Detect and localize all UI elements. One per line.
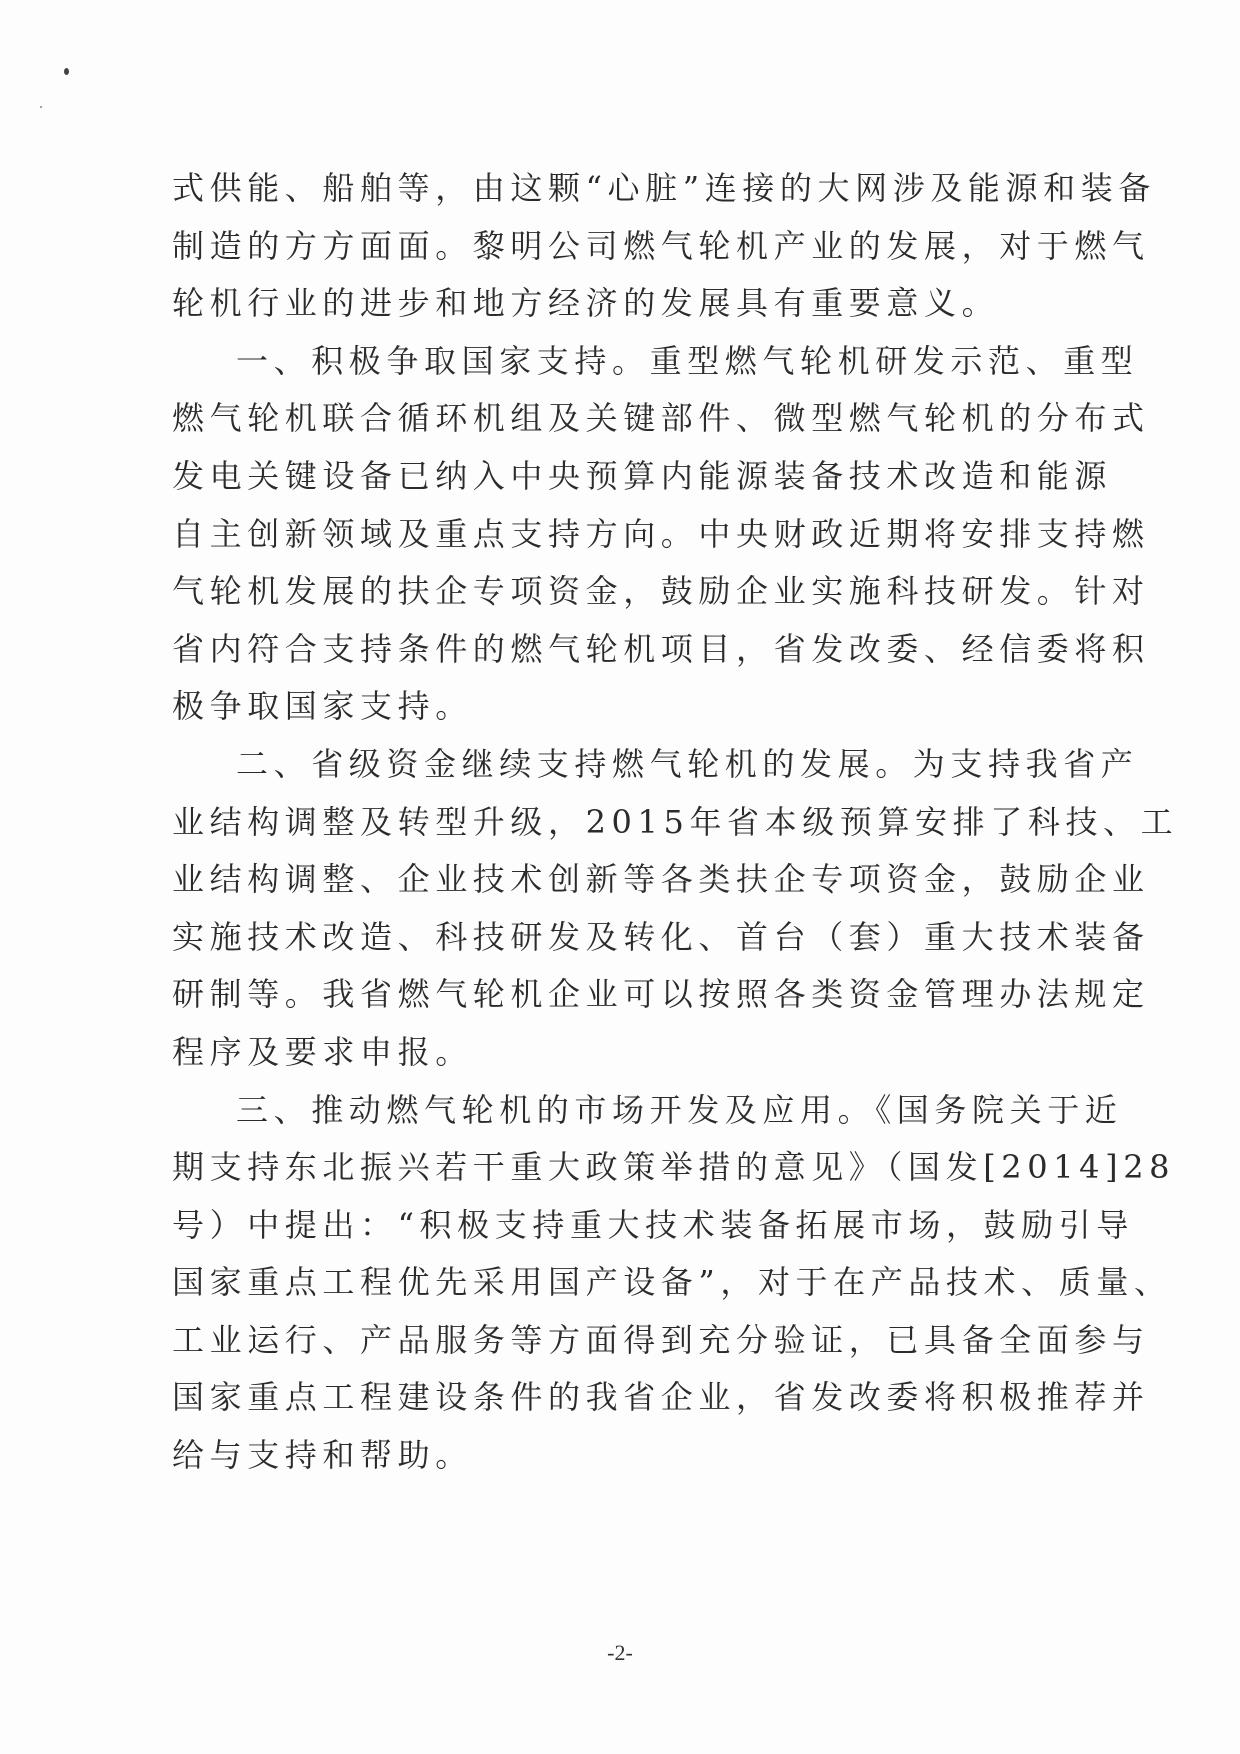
text-line: 省内符合支持条件的燃气轮机项目，省发改委、经信委将积 (172, 629, 1150, 668)
text-line: 式供能、船舶等，由这颗“心脏”连接的大网涉及能源和装备 (172, 169, 1156, 207)
text-line: 实施技术改造、科技研发及转化、首台（套）重大技术装备 (172, 917, 1150, 956)
text-line: 程序及要求申报。 (172, 1032, 473, 1071)
page-number: -2- (607, 1640, 633, 1665)
text-line: 自主创新领域及重点支持方向。中央财政近期将安排支持燃 (172, 514, 1150, 553)
text-line: 给与支持和帮助。 (172, 1436, 473, 1475)
text-line: 制造的方方面面。黎明公司燃气轮机产业的发展，对于燃气 (172, 226, 1150, 265)
text-line: 燃气轮机联合循环机组及关键部件、微型燃气轮机的分布式 (172, 399, 1150, 438)
text-line: 国家重点工程优先采用国产设备”，对于在产品技术、质量、 (172, 1263, 1172, 1302)
text-line: 业结构调整、企业技术创新等各类扶企专项资金，鼓励企业 (172, 860, 1150, 899)
text-line: 发电关键设备已纳入中央预算内能源装备技术改造和能源 (172, 456, 1113, 495)
text-line: 轮机行业的进步和地方经济的发展具有重要意义。 (172, 284, 1000, 323)
text-line: 二、省级资金继续支持燃气轮机的发展。为支持我省产 (236, 744, 1139, 783)
text-line: 三、推动燃气轮机的市场开发及应用。《国务院关于近 (236, 1090, 1123, 1129)
text-line: 期支持东北振兴若干重大政策举措的意见》（国发[2014]28 (172, 1148, 1176, 1187)
text-line: 极争取国家支持。 (172, 687, 473, 726)
text-line: 工业运行、产品服务等方面得到充分验证，已具备全面参与 (172, 1320, 1150, 1359)
text-line: 号）中提出：“积极支持重大技术装备拓展市场，鼓励引导 (172, 1205, 1134, 1244)
text-line: 一、积极争取国家支持。重型燃气轮机研发示范、重型 (236, 341, 1139, 380)
text-line: 业结构调整及转型升级，2015年省本级预算安排了科技、工 (172, 802, 1179, 841)
text-line: 研制等。我省燃气轮机企业可以按照各类资金管理办法规定 (172, 975, 1150, 1014)
text-line: 国家重点工程建设条件的我省企业，省发改委将积极推荐并 (172, 1378, 1150, 1417)
scan-speck (64, 68, 69, 75)
document-body (172, 160, 1179, 1485)
text-line: 气轮机发展的扶企专项资金，鼓励企业实施科技研发。针对 (172, 572, 1150, 611)
scan-speck (40, 106, 42, 108)
